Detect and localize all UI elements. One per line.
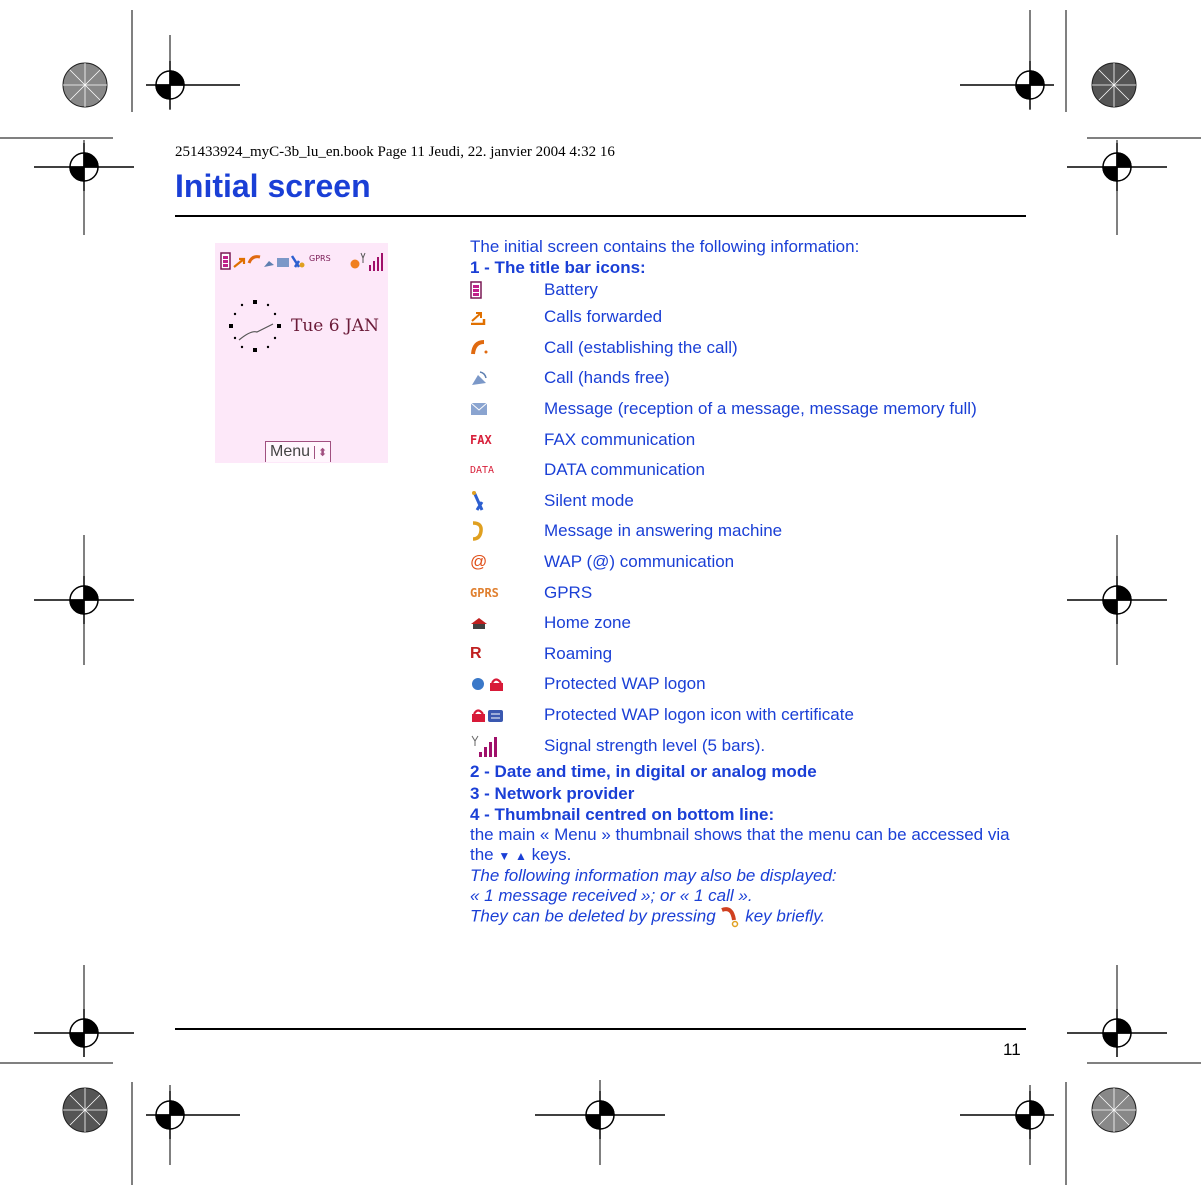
icon-label: Roaming [544, 643, 613, 663]
print-header: 251433924_myC-3b_lu_en.book Page 11 Jeudi, 22. janvier 2004 4:32 16 [175, 144, 615, 160]
list-item [470, 394, 1030, 425]
fax-icon: FAX [470, 432, 492, 447]
protected-wap-certificate-icon [470, 707, 506, 723]
menu-softkey-label: Menu [270, 443, 311, 460]
item4-title: 4 - Thumbnail centred on bottom line: [470, 804, 775, 824]
list-item [470, 577, 1030, 608]
data-icon: DATA [470, 464, 495, 476]
icon-label: Call (establishing the call) [544, 337, 738, 357]
item2-text: 2 - Date and time, in digital or analog mode [470, 761, 817, 781]
status-bar [219, 249, 389, 273]
icon-label: FAX communication [544, 429, 696, 449]
item4-description [470, 825, 1030, 866]
icon-list [470, 278, 1030, 761]
message-icon [277, 258, 289, 267]
list-item [470, 363, 1030, 394]
call-establishing-icon [249, 257, 260, 263]
hang-up-key-icon [720, 906, 740, 928]
message-icon [470, 402, 488, 416]
icon-label: Protected WAP logon icon with certificate [544, 705, 854, 725]
up-key-icon: ▲ [515, 848, 527, 863]
list-item [470, 730, 1030, 761]
signal-strength-icon [470, 734, 502, 758]
content-column [470, 236, 1030, 928]
icon-label: Signal strength level (5 bars). [544, 735, 766, 755]
hands-free-icon [264, 261, 274, 267]
icon-label: Message in answering machine [544, 521, 783, 541]
list-item [470, 608, 1030, 639]
list-item [470, 669, 1030, 700]
phone-date: Tue 6 JAN [291, 316, 379, 336]
wap-icon: @ [470, 552, 488, 572]
calls-forwarded-icon [470, 309, 486, 325]
list-item [470, 333, 1030, 364]
icon-label: Home zone [544, 613, 631, 633]
list-item [470, 547, 1030, 578]
icon-label: Silent mode [544, 490, 634, 510]
calls-forwarded-icon [234, 259, 244, 267]
silent-mode-icon [470, 490, 486, 512]
protected-wap-icon [470, 676, 506, 692]
item4-desc-b: keys. [531, 844, 572, 864]
icon-label: Message (reception of a message, message memory full) [544, 399, 977, 419]
list-item [470, 455, 1030, 486]
icon-label: Protected WAP logon [544, 674, 706, 694]
note-line-1: The following information may also be displayed: [470, 865, 837, 885]
list-item [470, 516, 1030, 547]
icon-label: DATA communication [544, 460, 705, 480]
note3-b: key briefly. [745, 906, 826, 926]
list-item [470, 424, 1030, 455]
roaming-icon: R [470, 644, 482, 662]
list-item [470, 639, 1030, 670]
footer-rule [175, 1028, 1026, 1030]
page-number: 11 [1003, 1040, 1021, 1059]
battery-icon [470, 281, 482, 299]
icon-label: Calls forwarded [544, 307, 663, 327]
call-establishing-icon [470, 339, 490, 357]
icon-label: WAP (@) communication [544, 552, 735, 572]
intro-text: The initial screen contains the following information: [470, 237, 860, 256]
icon-label: Call (hands free) [544, 368, 670, 388]
icon-label: GPRS [544, 582, 593, 602]
up-down-arrows-icon: ⬍ [314, 446, 330, 459]
list-item [470, 486, 1030, 517]
item3-text: 3 - Network provider [470, 783, 635, 803]
page-title: Initial screen [175, 168, 371, 204]
status-gprs-text: GPRS [309, 254, 331, 263]
home-zone-icon [470, 616, 488, 630]
down-key-icon: ▼ [498, 848, 511, 863]
note3-a: They can be deleted by pressing [470, 906, 716, 926]
menu-softkey [265, 441, 331, 462]
gprs-icon: GPRS [470, 585, 499, 600]
note-line-3 [470, 906, 1030, 928]
hands-free-icon [470, 369, 488, 387]
phone-screen [215, 243, 388, 463]
answering-machine-icon [470, 520, 484, 542]
list-item [470, 700, 1030, 731]
list-item [470, 278, 1030, 302]
analog-clock-icon [227, 298, 283, 354]
note-line-2: « 1 message received »; or « 1 call ». [470, 885, 753, 905]
title-rule [175, 215, 1026, 217]
item4-desc-a: the main « Menu » thumbnail shows that the menu can be accessed via the [470, 824, 1010, 864]
icon-label: Battery [544, 280, 598, 299]
section1-title: 1 - The title bar icons: [470, 258, 646, 277]
list-item [470, 302, 1030, 333]
